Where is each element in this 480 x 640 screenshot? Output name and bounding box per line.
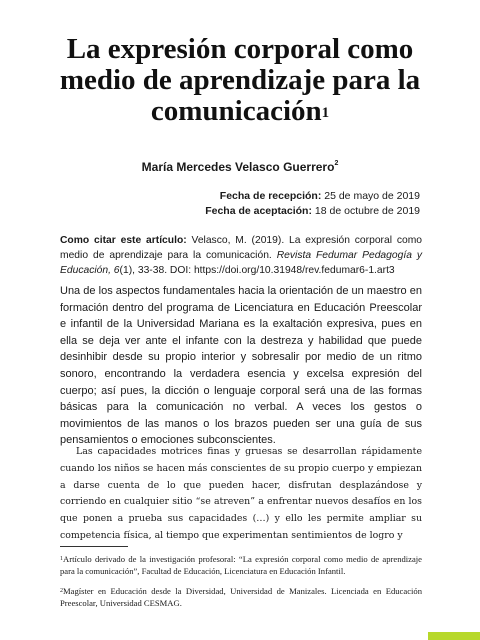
- accepted-label: Fecha de aceptación:: [205, 205, 312, 217]
- author-footnote-marker: 2: [334, 160, 339, 167]
- citation-block: [60, 233, 422, 278]
- citation-label: Como citar este artículo:: [60, 235, 187, 246]
- footnote-2-text: Magíster en Educación desde la Diversidad, Universidad de Manizales. Licenciada en Educación Preescolar, Universidad CESMAG.: [60, 586, 422, 608]
- author-name: [40, 160, 440, 174]
- footnote-2-marker: 2: [60, 588, 63, 594]
- accepted-value: 18 de octubre de 2019: [314, 205, 420, 217]
- page-corner-tab: [428, 632, 480, 640]
- received-date-line: [205, 189, 420, 204]
- title-footnote-marker: 1: [321, 105, 330, 121]
- citation-journal: Revista Fedumar Pedagogía y Educación, 6: [60, 250, 422, 276]
- citation-text-1: Velasco, M. (2019). La expresión corporal como medio de aprendizaje para la comunicación.: [60, 235, 422, 261]
- footnote-1-marker: 1: [60, 556, 63, 562]
- article-dates: [205, 189, 420, 219]
- author-name-text: María Mercedes Velasco Guerrero: [141, 160, 335, 174]
- abstract-paragraph: Una de los aspectos fundamentales hacia la orientación de un maestro en formación dentro del programa de Licenciatura en Educación Preescolar e infantil de la Universidad Mariana es la exaltación expresiva, pues en ella se deja ver ante el infante con la destreza y habilidad que puede desinhibir desde su propio interior y sobresalir por medio de un ritmo sonoro, encontrando la verdadera esencia y excelsa expresión del cuerpo; así pues, la dicción o lenguaje corporal será una de las formas básicas para la comunicación no verbal. A veces los gestos o movimientos de las manos o los brazos pueden ser una guía de sus pensamientos o emociones subconscientes.: [60, 285, 422, 447]
- footnote-2: [60, 586, 422, 609]
- received-value: 25 de mayo de 2019: [324, 190, 420, 202]
- citation-text-2: (1), 33-38. DOI: https://doi.org/10.31948/rev.fedumar6-1.art3: [119, 265, 395, 276]
- footnote-1: [60, 554, 422, 577]
- article-title-text: La expresión corporal como medio de aprendizaje para la comunicación: [59, 33, 421, 127]
- body-paragraph: Las capacidades motrices finas y gruesas se desarrollan rápidamente cuando los niños se hacen más conscientes de su propio cuerpo y empiezan a darse cuenta de lo que pueden hacer, disfrutan desplazándose y corriendo en cualquier sitio “se atreven” a enfrentar nuevos desafíos en los que ponen a prueba sus capacidades (…) y ello les permite ampliar su competencia física, al tiempo que experimentan sentimientos de logro y: [60, 446, 422, 541]
- footnote-divider: [60, 546, 128, 547]
- article-title: [40, 34, 440, 127]
- footnote-1-text: Artículo derivado de la investigación profesoral: “La expresión corporal como medio de aprendizaje para la comunicación”, Facultad de Educación, Licenciatura en Educación Infantil.: [60, 554, 422, 576]
- accepted-date-line: [205, 204, 420, 219]
- received-label: Fecha de recepción:: [219, 190, 322, 202]
